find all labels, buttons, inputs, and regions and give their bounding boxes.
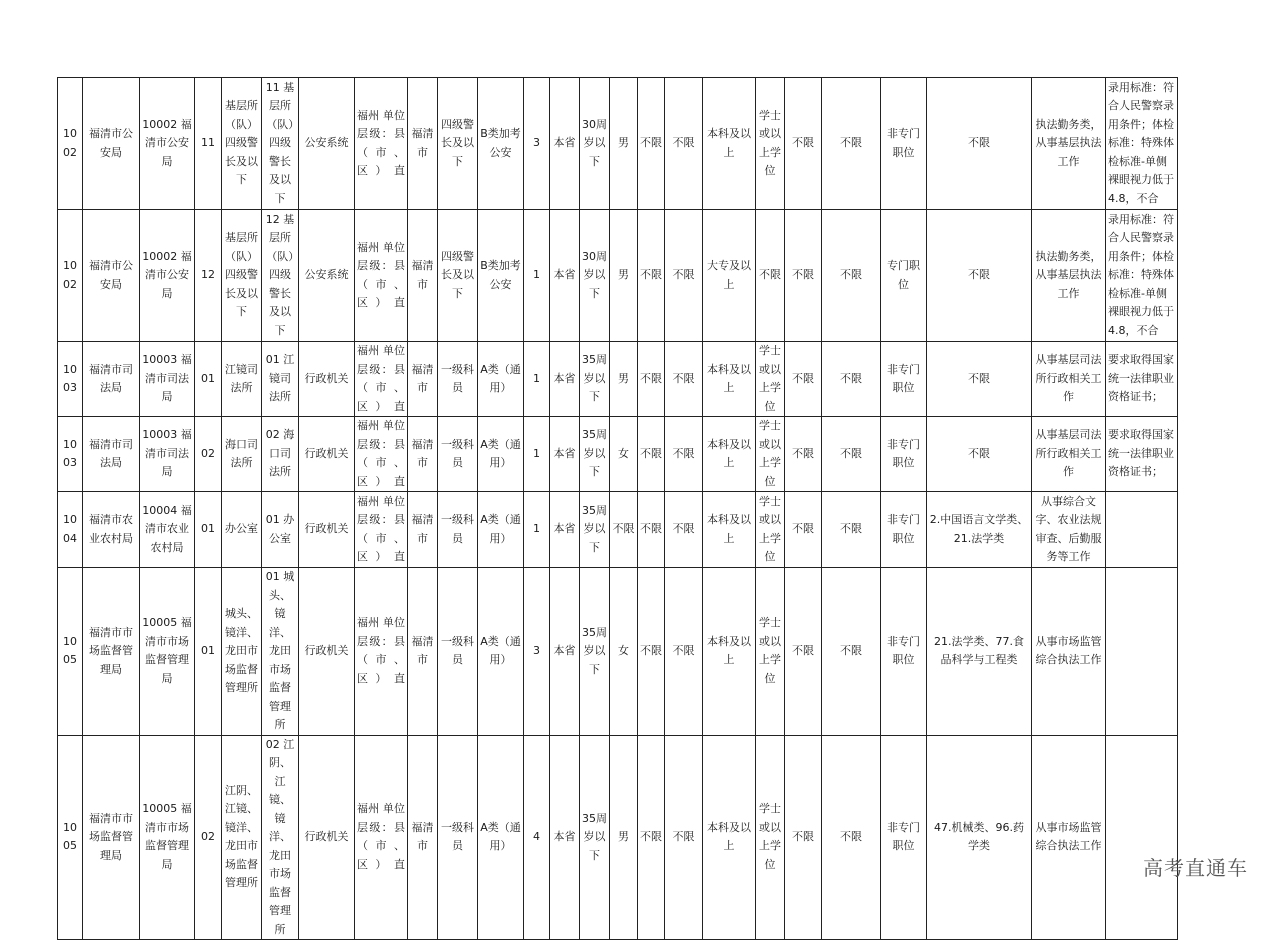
cell-exam-type: A类（通用）	[478, 568, 524, 736]
cell-position-code: 11	[195, 78, 222, 210]
cell-notes: 录用标准：符合人民警察录用条件；体检标准：特殊体检标准-单侧裸眼视力低于4.8，不合	[1106, 78, 1178, 210]
cell-unit-name: 福清市司法局	[83, 417, 140, 492]
cell-other: 不限	[822, 78, 881, 210]
cell-region: 福清市	[408, 210, 438, 342]
cell-job-description: 执法勤务类，从事基层执法工作	[1032, 78, 1106, 210]
job-positions-table	[57, 77, 1178, 940]
cell-degree: 学士或以上学位	[756, 735, 785, 940]
cell-exam-type: A类（通用）	[478, 342, 524, 417]
cell-other: 不限	[822, 210, 881, 342]
cell-position-name: 基层所（队）四级警长及以下	[222, 78, 262, 210]
cell-unit-name: 福清市市场监督管理局	[83, 735, 140, 940]
cell-unit-type: 公安系统	[299, 210, 355, 342]
cell-unit-level: 福州 单位层级：县（市、区）直	[355, 78, 408, 210]
cell-gender: 女	[610, 417, 638, 492]
cell-unit-type: 行政机关	[299, 417, 355, 492]
cell-other: 不限	[822, 568, 881, 736]
cell-other: 不限	[822, 735, 881, 940]
cell-unit-code: 1004	[58, 492, 83, 568]
cell-gender: 男	[610, 342, 638, 417]
cell-rank: 一级科员	[438, 735, 478, 940]
table-row	[58, 417, 1178, 492]
cell-unit-type: 公安系统	[299, 78, 355, 210]
cell-political: 不限	[665, 342, 703, 417]
cell-rank: 四级警长及以下	[438, 210, 478, 342]
cell-position-code: 01	[195, 342, 222, 417]
cell-position-unit: 10003 福清市司法局	[140, 417, 195, 492]
cell-unit-code: 1002	[58, 78, 83, 210]
cell-gender: 男	[610, 78, 638, 210]
cell-headcount: 1	[524, 342, 550, 417]
cell-ethnic: 不限	[638, 568, 665, 736]
cell-unit-name: 福清市公安局	[83, 210, 140, 342]
cell-degree: 学士或以上学位	[756, 417, 785, 492]
cell-position-unit: 10002 福清市公安局	[140, 210, 195, 342]
cell-notes: 录用标准：符合人民警察录用条件；体检标准：特殊体检标准-单侧裸眼视力低于4.8，不合	[1106, 210, 1178, 342]
cell-position-full: 02 海口司法所	[262, 417, 299, 492]
cell-unit-type: 行政机关	[299, 342, 355, 417]
cell-position-name: 江镜司法所	[222, 342, 262, 417]
cell-residence: 本省	[550, 568, 580, 736]
cell-position-code: 02	[195, 417, 222, 492]
cell-ethnic: 不限	[638, 417, 665, 492]
cell-unit-code: 1002	[58, 210, 83, 342]
cell-education: 本科及以上	[703, 417, 756, 492]
cell-age: 35周岁以下	[580, 342, 610, 417]
cell-position-full: 12 基层所（队）四级警长及以下	[262, 210, 299, 342]
cell-political: 不限	[665, 78, 703, 210]
cell-gender: 男	[610, 735, 638, 940]
cell-degree: 学士或以上学位	[756, 78, 785, 210]
cell-region: 福清市	[408, 417, 438, 492]
table-row	[58, 735, 1178, 940]
cell-exam-type: A类（通用）	[478, 417, 524, 492]
cell-unit-name: 福清市农业农村局	[83, 492, 140, 568]
cell-ethnic: 不限	[638, 78, 665, 210]
cell-headcount: 3	[524, 568, 550, 736]
cell-education: 本科及以上	[703, 342, 756, 417]
cell-unit-type: 行政机关	[299, 735, 355, 940]
cell-position-full: 01 江镜司法所	[262, 342, 299, 417]
cell-other: 不限	[822, 342, 881, 417]
cell-major: 2.中国语言文学类、21.法学类	[927, 492, 1032, 568]
table-row	[58, 568, 1178, 736]
cell-exam-type: B类加考公安	[478, 78, 524, 210]
cell-position-full: 02 江阴、江镜、镜洋、龙田市场监督管理所	[262, 735, 299, 940]
cell-major: 不限	[927, 210, 1032, 342]
cell-position-nature: 非专门职位	[881, 735, 927, 940]
cell-unit-level: 福州 单位层级：县（市、区）直	[355, 568, 408, 736]
cell-job-description: 从事市场监管综合执法工作	[1032, 568, 1106, 736]
cell-gender: 不限	[610, 492, 638, 568]
cell-position-full: 01 城头、镜洋、龙田市场监督管理所	[262, 568, 299, 736]
cell-position-name: 城头、镜洋、龙田市场监督管理所	[222, 568, 262, 736]
cell-position-name: 办公室	[222, 492, 262, 568]
cell-ethnic: 不限	[638, 492, 665, 568]
cell-major: 不限	[927, 417, 1032, 492]
cell-unit-level: 福州 单位层级：县（市、区）直	[355, 210, 408, 342]
table-body	[58, 78, 1178, 940]
cell-other: 不限	[822, 492, 881, 568]
cell-rank: 一级科员	[438, 342, 478, 417]
cell-political: 不限	[665, 417, 703, 492]
cell-rank: 四级警长及以下	[438, 78, 478, 210]
cell-position-unit: 10005 福清市市场监督管理局	[140, 568, 195, 736]
cell-education: 本科及以上	[703, 492, 756, 568]
cell-unit-level: 福州 单位层级：县（市、区）直	[355, 342, 408, 417]
cell-unit-level: 福州 单位层级：县（市、区）直	[355, 735, 408, 940]
cell-position-code: 01	[195, 568, 222, 736]
cell-unit-name: 福清市公安局	[83, 78, 140, 210]
cell-age: 35周岁以下	[580, 568, 610, 736]
watermark: 高考直通车	[1143, 856, 1248, 880]
cell-notes	[1106, 568, 1178, 736]
cell-major: 47.机械类、96.药学类	[927, 735, 1032, 940]
cell-education: 本科及以上	[703, 568, 756, 736]
cell-other: 不限	[822, 417, 881, 492]
cell-position-code: 12	[195, 210, 222, 342]
cell-residence: 本省	[550, 342, 580, 417]
cell-experience: 不限	[785, 568, 822, 736]
cell-experience: 不限	[785, 492, 822, 568]
cell-exam-type: B类加考公安	[478, 210, 524, 342]
cell-headcount: 1	[524, 210, 550, 342]
cell-degree: 不限	[756, 210, 785, 342]
cell-residence: 本省	[550, 78, 580, 210]
cell-position-nature: 非专门职位	[881, 568, 927, 736]
cell-exam-type: A类（通用）	[478, 735, 524, 940]
cell-experience: 不限	[785, 342, 822, 417]
cell-rank: 一级科员	[438, 492, 478, 568]
cell-education: 本科及以上	[703, 78, 756, 210]
cell-experience: 不限	[785, 417, 822, 492]
cell-position-code: 02	[195, 735, 222, 940]
cell-ethnic: 不限	[638, 342, 665, 417]
cell-unit-name: 福清市司法局	[83, 342, 140, 417]
cell-residence: 本省	[550, 210, 580, 342]
cell-job-description: 从事综合文字、农业法规审查、后勤服务等工作	[1032, 492, 1106, 568]
cell-political: 不限	[665, 492, 703, 568]
cell-age: 35周岁以下	[580, 492, 610, 568]
table-row	[58, 78, 1178, 210]
cell-experience: 不限	[785, 210, 822, 342]
cell-headcount: 3	[524, 78, 550, 210]
cell-unit-level: 福州 单位层级：县（市、区）直	[355, 492, 408, 568]
cell-position-name: 海口司法所	[222, 417, 262, 492]
cell-residence: 本省	[550, 492, 580, 568]
cell-unit-code: 1005	[58, 568, 83, 736]
cell-rank: 一级科员	[438, 417, 478, 492]
cell-degree: 学士或以上学位	[756, 342, 785, 417]
cell-position-nature: 非专门职位	[881, 492, 927, 568]
cell-unit-code: 1005	[58, 735, 83, 940]
cell-unit-code: 1003	[58, 417, 83, 492]
cell-gender: 男	[610, 210, 638, 342]
cell-job-description: 从事基层司法所行政相关工作	[1032, 417, 1106, 492]
cell-major: 不限	[927, 78, 1032, 210]
cell-position-unit: 10003 福清市司法局	[140, 342, 195, 417]
cell-education: 大专及以上	[703, 210, 756, 342]
cell-position-nature: 专门职位	[881, 210, 927, 342]
cell-political: 不限	[665, 210, 703, 342]
cell-residence: 本省	[550, 417, 580, 492]
cell-headcount: 1	[524, 417, 550, 492]
cell-unit-code: 1003	[58, 342, 83, 417]
cell-unit-type: 行政机关	[299, 492, 355, 568]
cell-age: 35周岁以下	[580, 417, 610, 492]
cell-notes	[1106, 735, 1178, 940]
cell-degree: 学士或以上学位	[756, 492, 785, 568]
cell-ethnic: 不限	[638, 735, 665, 940]
cell-position-name: 江阴、江镜、镜洋、龙田市场监督管理所	[222, 735, 262, 940]
cell-job-description: 执法勤务类，从事基层执法工作	[1032, 210, 1106, 342]
cell-position-unit: 10002 福清市公安局	[140, 78, 195, 210]
cell-unit-level: 福州 单位层级：县（市、区）直	[355, 417, 408, 492]
cell-age: 35周岁以下	[580, 735, 610, 940]
cell-job-description: 从事基层司法所行政相关工作	[1032, 342, 1106, 417]
cell-age: 30周岁以下	[580, 78, 610, 210]
cell-position-unit: 10004 福清市农业农村局	[140, 492, 195, 568]
cell-position-nature: 非专门职位	[881, 417, 927, 492]
cell-degree: 学士或以上学位	[756, 568, 785, 736]
cell-position-code: 01	[195, 492, 222, 568]
cell-position-nature: 非专门职位	[881, 342, 927, 417]
cell-position-full: 01 办公室	[262, 492, 299, 568]
cell-region: 福清市	[408, 342, 438, 417]
cell-notes: 要求取得国家统一法律职业资格证书；	[1106, 417, 1178, 492]
cell-unit-name: 福清市市场监督管理局	[83, 568, 140, 736]
cell-job-description: 从事市场监管综合执法工作	[1032, 735, 1106, 940]
cell-position-unit: 10005 福清市市场监督管理局	[140, 735, 195, 940]
cell-political: 不限	[665, 735, 703, 940]
cell-gender: 女	[610, 568, 638, 736]
cell-position-nature: 非专门职位	[881, 78, 927, 210]
cell-experience: 不限	[785, 78, 822, 210]
table-row	[58, 342, 1178, 417]
cell-region: 福清市	[408, 78, 438, 210]
cell-rank: 一级科员	[438, 568, 478, 736]
table-row	[58, 492, 1178, 568]
cell-political: 不限	[665, 568, 703, 736]
cell-position-name: 基层所（队）四级警长及以下	[222, 210, 262, 342]
cell-notes: 要求取得国家统一法律职业资格证书；	[1106, 342, 1178, 417]
cell-region: 福清市	[408, 492, 438, 568]
cell-notes	[1106, 492, 1178, 568]
cell-headcount: 1	[524, 492, 550, 568]
cell-region: 福清市	[408, 568, 438, 736]
cell-experience: 不限	[785, 735, 822, 940]
cell-education: 本科及以上	[703, 735, 756, 940]
cell-unit-type: 行政机关	[299, 568, 355, 736]
cell-headcount: 4	[524, 735, 550, 940]
cell-position-full: 11 基层所（队）四级警长及以下	[262, 78, 299, 210]
cell-exam-type: A类（通用）	[478, 492, 524, 568]
cell-region: 福清市	[408, 735, 438, 940]
cell-major: 21.法学类、77.食品科学与工程类	[927, 568, 1032, 736]
cell-ethnic: 不限	[638, 210, 665, 342]
cell-major: 不限	[927, 342, 1032, 417]
cell-age: 30周岁以下	[580, 210, 610, 342]
cell-residence: 本省	[550, 735, 580, 940]
table-row	[58, 210, 1178, 342]
